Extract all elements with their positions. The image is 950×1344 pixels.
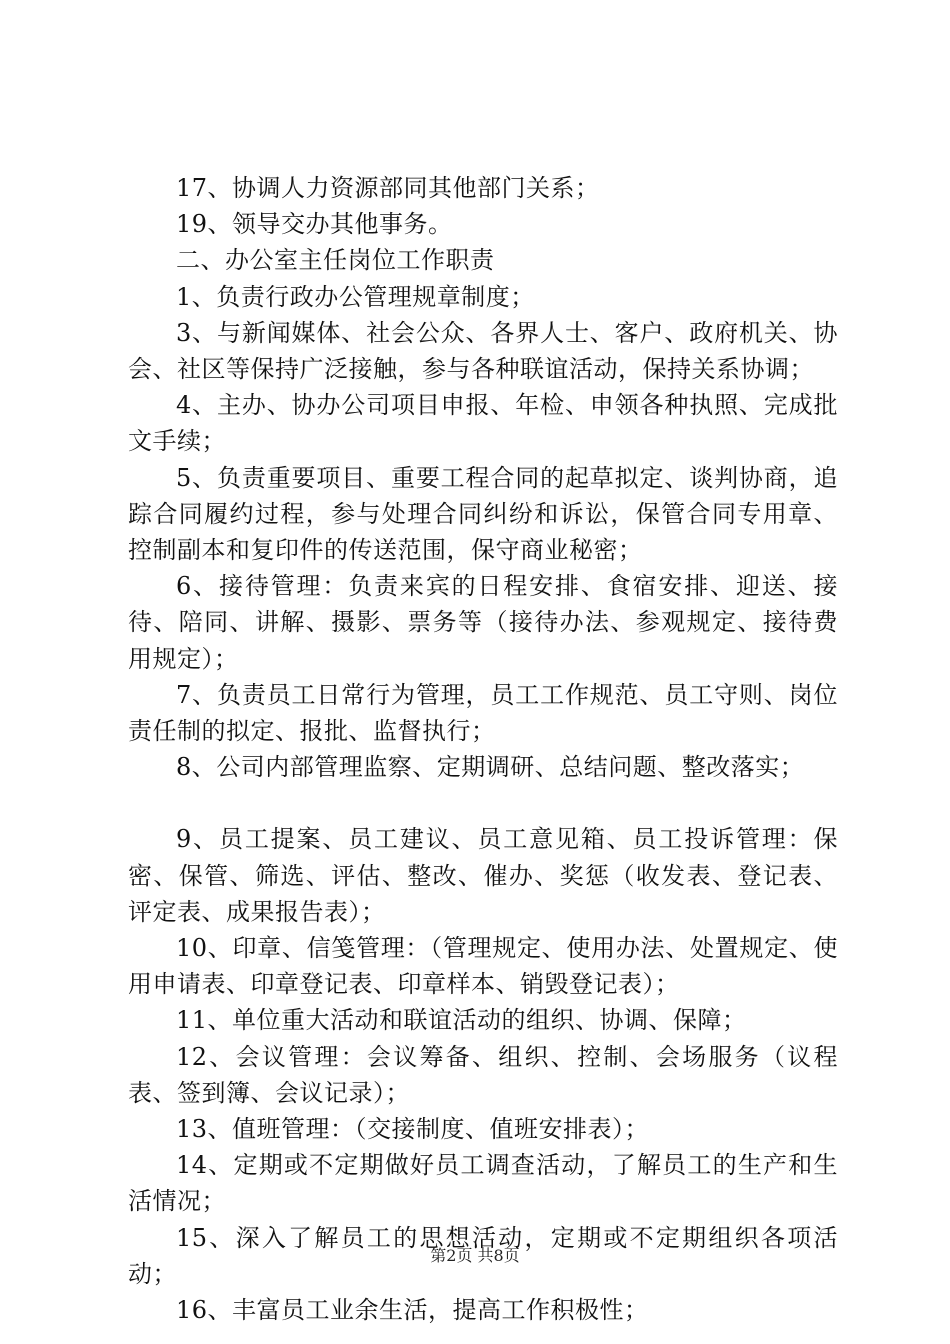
paragraph-7: 7、负责员工日常行为管理，员工工作规范、员工守则、岗位责任制的拟定、报批、监督执行； [128,680,838,746]
paragraph-16: 16、丰富员工业余生活，提高工作积极性； [176,1296,649,1325]
paragraph-14: 14、定期或不定期做好员工调查活动，了解员工的生产和生活情况； [128,1151,838,1216]
paragraph-12: 12、会议管理：会议筹备、组织、控制、会场服务（议程表、签到簿、会议记录）； [128,1042,838,1107]
paragraph-19: 19、领导交办其他事务。 [176,210,453,239]
paragraph-1: 1、负责行政办公管理规章制度； [176,282,535,311]
paragraph-10: 10、印章、信笺管理：（管理规定、使用办法、处置规定、使用申请表、印章登记表、印章样本、销毁登记表）； [128,934,838,999]
paragraph-5: 5、负责重要项目、重要工程合同的起草拟定、谈判协商，追踪合同履约过程，参与处理合同纠纷和诉讼，保管合同专用章、控制副本和复印件的传送范围，保守商业秘密； [128,463,838,565]
paragraph-13: 13、值班管理：（交接制度、值班安排表）； [176,1115,650,1144]
paragraph-17: 17、协调人力资源部同其他部门关系； [176,174,600,202]
document-body [128,170,838,1328]
paragraph-3: 3、与新闻媒体、社会公众、各界人士、客户、政府机关、协会、社区等保持广泛接触，参与各种联谊活动，保持关系协调； [128,318,838,384]
paragraph-6: 6、接待管理：负责来宾的日程安排、食宿安排、迎送、接待、陪同、讲解、摄影、票务等（接待办法、参观规定、接待费用规定）； [128,572,838,673]
paragraph-11: 11、单位重大活动和联谊活动的组织、协调、保障； [176,1006,747,1035]
paragraph-8: 8、公司内部管理监察、定期调研、总结问题、整改落实； [176,753,805,782]
section-heading: 二、办公室主任岗位工作职责 [176,246,495,275]
paragraph-15: 15、深入了解员工的思想活动，定期或不定期组织各项活动； [128,1223,838,1288]
paragraph-9: 9、员工提案、员工建议、员工意见箱、员工投诉管理：保密、保管、筛选、评估、整改、催办、奖惩（收发表、登记表、评定表、成果报告表）； [128,825,838,926]
paragraph-4: 4、主办、协办公司项目申报、年检、申领各种执照、完成批文手续； [128,391,838,456]
page-number-footer: 第2页 共8页 [430,1246,520,1265]
blank-line [128,785,838,821]
